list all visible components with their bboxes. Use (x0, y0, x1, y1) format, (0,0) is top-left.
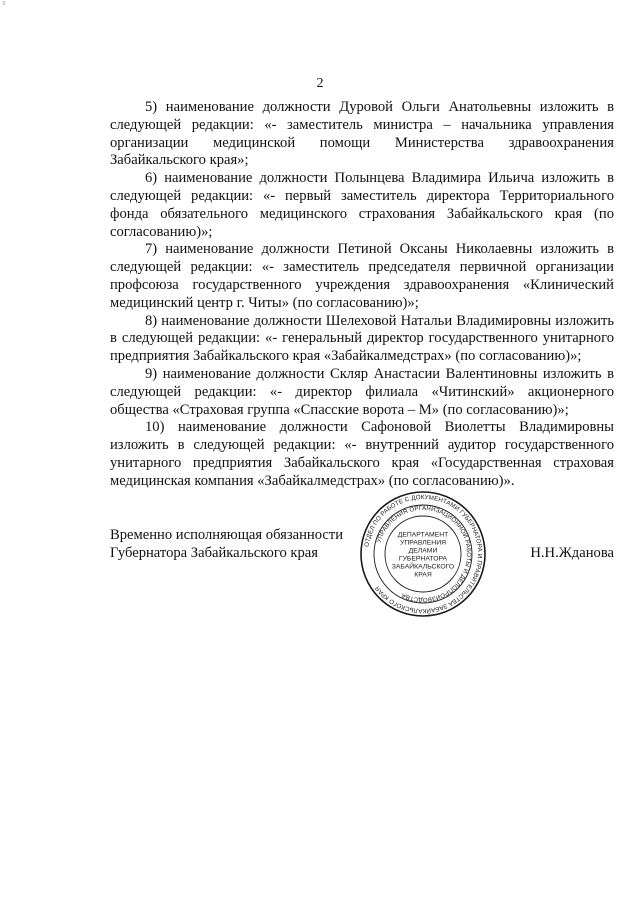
signer-position-line-1: Временно исполняющая обязанности (110, 527, 344, 543)
signer-position (110, 527, 343, 563)
seal-center-line: ДЕПАРТАМЕНТ (397, 531, 449, 539)
page-number: 2 (316, 76, 324, 91)
seal-center-line: ДЕЛАМИ (408, 547, 438, 555)
seal-center-line: КРАЯ (414, 571, 432, 579)
seal-outer-text: ОТДЕЛ ПО РАБОТЕ С ДОКУМЕНТАМИ ГУБЕРНАТОРА И ПРАВИТЕЛЬСТВА ЗАБАЙКАЛЬСКОГО КРАЯ (363, 493, 484, 615)
scan-corner-mark: з (2, 0, 6, 7)
paragraph-item-7: 7) наименование должности Петиной Оксаны Николаевны изложить в следующей редакции: «- заместитель председателя первичной организации профсоюза государственного учреждения здравоохранения «Клинический медицинский центр г. Читы» (по согласованию)»; (110, 241, 614, 311)
seal-center-line: УПРАВЛЕНИЯ (400, 539, 446, 547)
seal-center-line: ГУБЕРНАТОРА (398, 555, 448, 563)
document-body (110, 99, 614, 491)
seal-inner-text: УПРАВЛЕНИЯ ОРГАНИЗАЦИОННОЙ РАБОТЫ И ДЕЛОПРОИЗВОДСТВА (375, 504, 473, 604)
signer-position-line-2: Губернатора Забайкальского края (110, 544, 318, 561)
seal-center-line: ЗАБАЙКАЛЬСКОГО (391, 563, 455, 571)
paragraph-item-6: 6) наименование должности Полынцева Владимира Ильича изложить в следующей редакции: «- первый заместитель директора Территориального фонда обязательного медицинского страхования Забайкальского края (по согласованию)»; (110, 170, 614, 240)
signer-name: Н.Н.Жданова (530, 544, 614, 561)
paragraph-item-10: 10) наименование должности Сафоновой Виолетты Владимировны изложить в следующей редакции: «- внутренний аудитор государственного унитарного предприятия Забайкальского края «Государственная страховая медицинская компания «Забайкалмедстрах» (по согласованию)». (110, 419, 614, 489)
paragraph-item-5: 5) наименование должности Дуровой Ольги Анатольевны изложить в следующей редакции: «- заместитель министра – начальника управления организации медицинской помощи Министерства здравоохранения Забайкальского края»; (110, 99, 614, 169)
paragraph-item-8: 8) наименование должности Шелеховой Натальи Владимировны изложить в следующей редакции: «- генеральный директор государственного унитарного предприятия Забайкальского края «Забайкалмедстрах» (по согласованию)»; (110, 312, 614, 365)
seal-center-text (392, 531, 454, 578)
paragraph-item-9: 9) наименование должности Скляр Анастасии Валентиновны изложить в следующей редакции: «- директор филиала «Читинский» акционерного общества «Страховая группа «Спасские ворота – М» (по согласованию)»; (110, 365, 614, 418)
official-seal-stamp (359, 490, 487, 618)
